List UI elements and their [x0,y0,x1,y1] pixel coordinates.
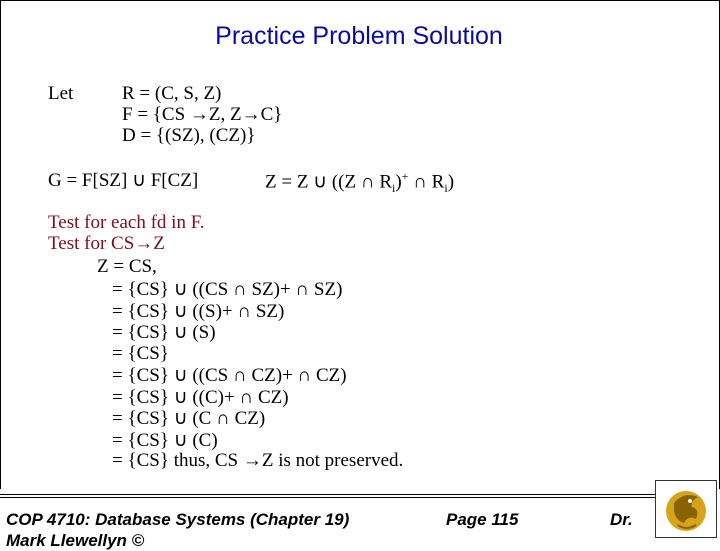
ucf-logo-icon [655,480,717,538]
z-formula-sup: + [401,169,409,183]
footer-page: Page 115 [446,510,519,529]
step-line: = {CS} ∪ (C) [112,430,218,451]
step-line: = {CS} ∪ ((C)+ ∩ CZ) [112,387,289,408]
z-formula-mid: ) [395,171,402,193]
g-definition: G = F[SZ] ∪ F[CZ] [48,170,199,191]
step-line: = {CS} ∪ ((CS ∩ SZ)+ ∩ SZ) [112,279,343,300]
footer-rule-bottom [0,497,655,498]
let-label: Let [48,83,74,104]
footer-author-cont: Mark Llewellyn © [6,531,145,550]
step-line: = {CS} ∪ (S) [112,322,216,343]
z-formula [265,169,454,196]
step-line: = {CS} thus, CS →Z is not preserved. [112,450,404,471]
z-formula-tail: ∩ R [408,171,445,193]
footer-rule-top [0,494,655,495]
step-line: = {CS} [112,343,169,364]
definition-d: D = {(SZ), (CZ)} [122,125,256,146]
z-init: Z = CS, [97,256,157,277]
step-line: = {CS} ∪ ((CS ∩ CZ)+ ∩ CZ) [112,365,347,386]
test-each-fd: Test for each fd in F. [48,212,205,233]
z-formula-main: Z = Z ∪ ((Z ∩ R [265,171,392,193]
footer-author: Dr. [610,510,633,529]
step-line: = {CS} ∪ ((S)+ ∩ SZ) [112,301,285,322]
z-formula-sub2: i [444,181,448,196]
z-formula-end: ) [447,171,455,193]
footer-course: COP 4710: Database Systems (Chapter 19) [6,510,350,529]
z-formula-sub1: i [392,181,396,196]
step-line: = {CS} ∪ (C ∩ CZ) [112,408,266,429]
definition-f: F = {CS →Z, Z→C} [122,104,283,125]
test-cs-z: Test for CS→Z [48,233,165,254]
definition-r: R = (C, S, Z) [122,83,222,104]
page-title: Practice Problem Solution [215,22,503,50]
